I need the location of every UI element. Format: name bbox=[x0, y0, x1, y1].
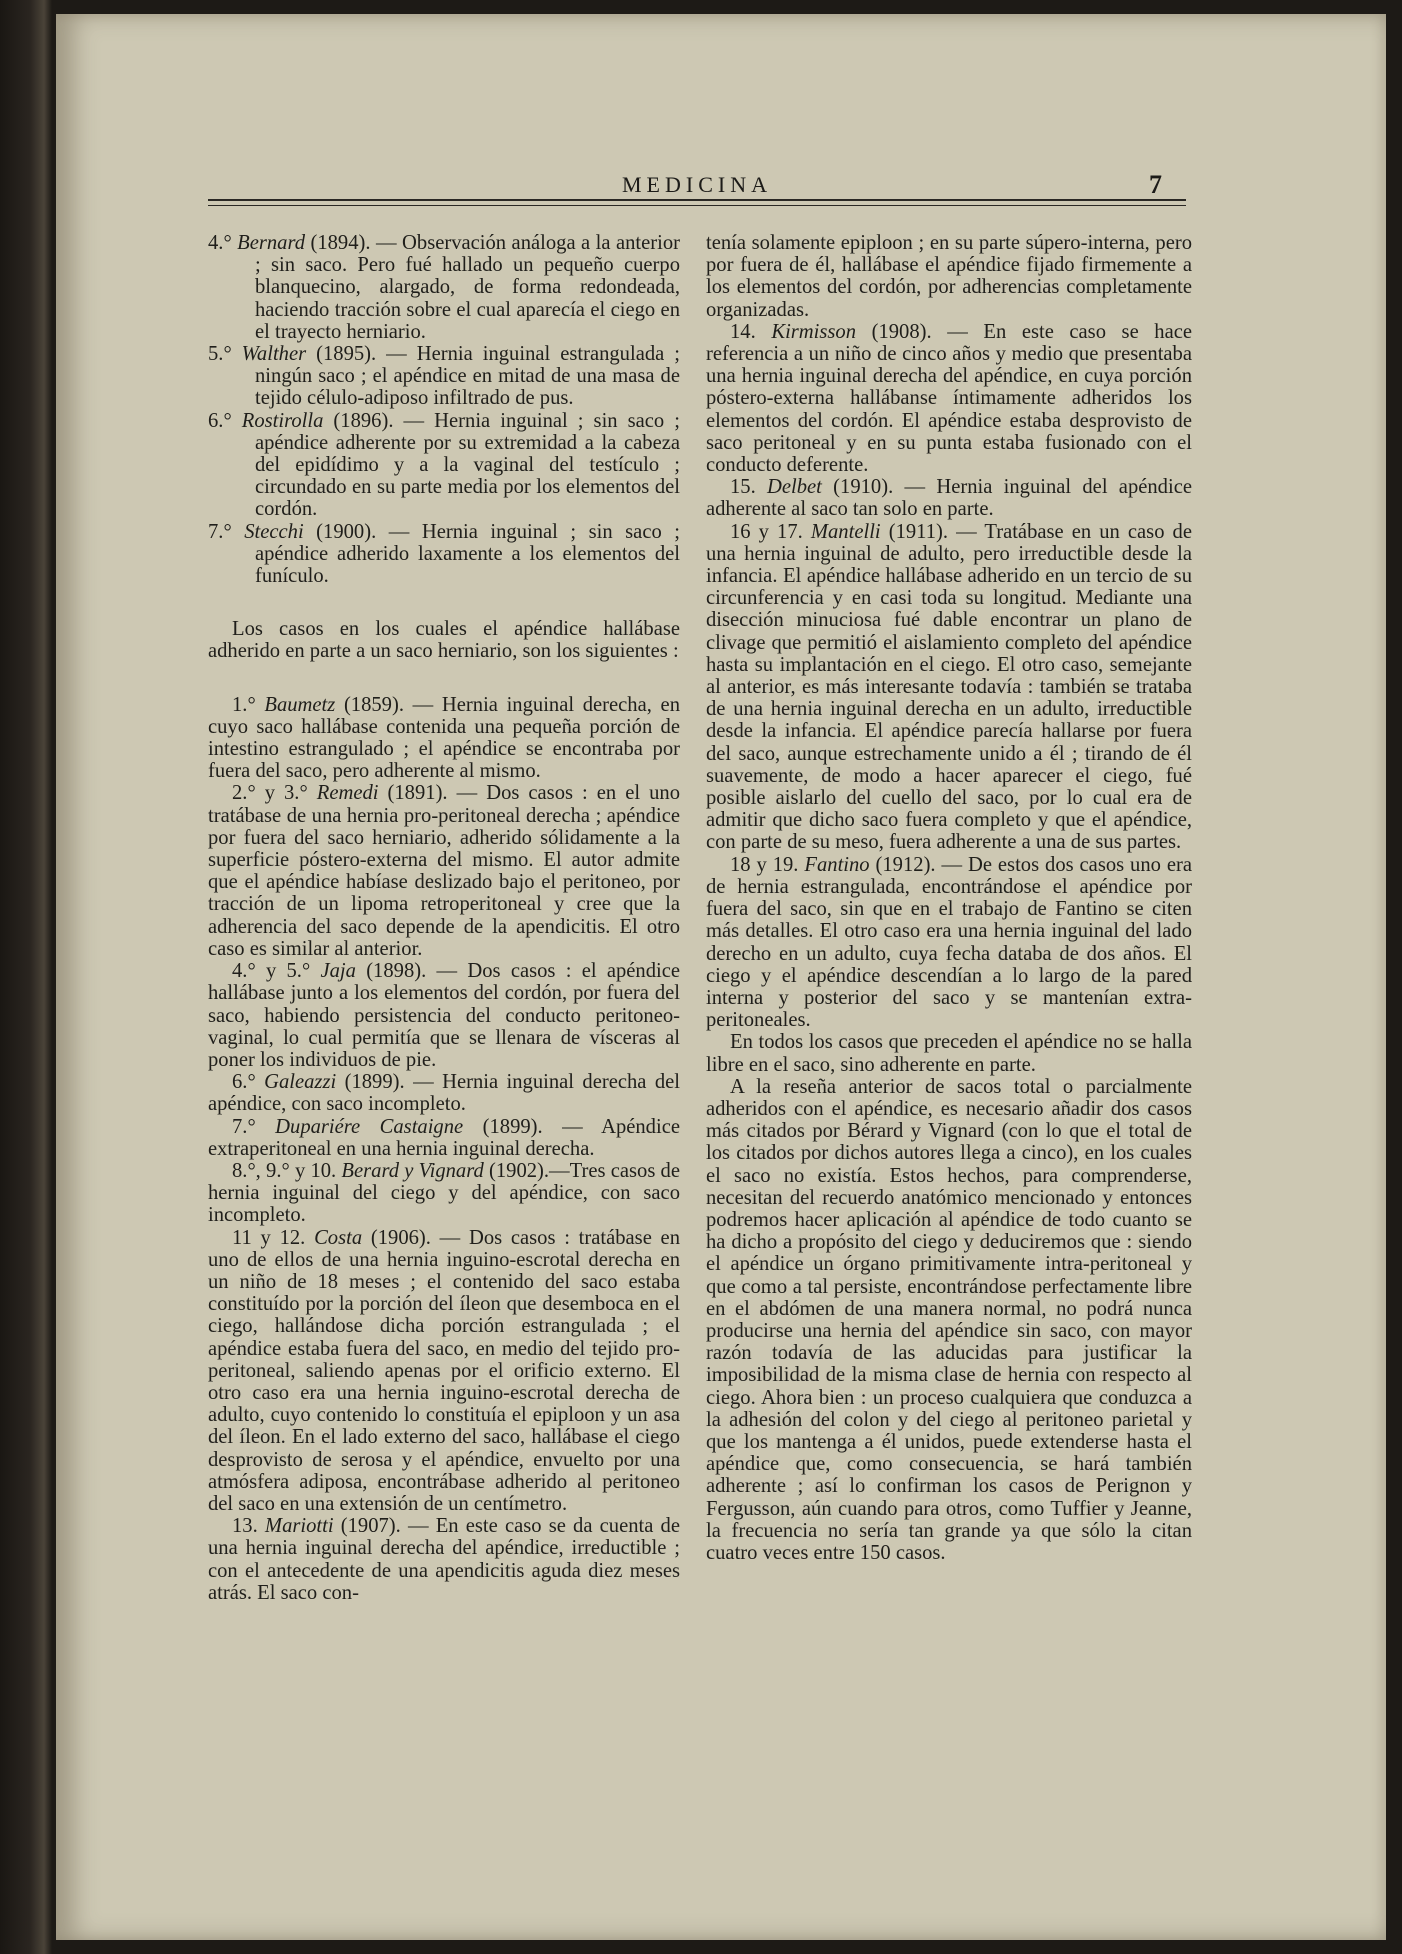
case-number: 13. bbox=[232, 1515, 258, 1538]
case-text: (1899). — Apéndice extraperitoneal en una hernia inguinal derecha. bbox=[208, 1115, 680, 1160]
body-paragraph: En todos los casos que preceden el apéndice no se halla libre en el saco, sino adherente en parte. bbox=[706, 1031, 1192, 1076]
case-number: 6.° bbox=[208, 409, 232, 432]
case-text: (1895). — Hernia inguinal estrangulada ; ningún saco ; el apéndice en mitad de una masa de tejido célulo-adiposo infiltrado de pus. bbox=[255, 343, 680, 410]
case-author: Fantino bbox=[804, 853, 870, 876]
case-text: (1910). — Hernia inguinal del apéndice adherente al saco tan solo en parte. bbox=[706, 476, 1192, 521]
running-header bbox=[208, 172, 1186, 208]
case-entry bbox=[208, 1515, 680, 1604]
case-author: Mariotti bbox=[264, 1515, 334, 1538]
case-text: (1902).—Tres casos de hernia inguinal del ciego y del apéndice, con saco incompleto. bbox=[208, 1159, 680, 1227]
case-text: (1908). — En este caso se hace referencia a un niño de cinco años y medio que presentaba una hernia inguinal derecha del apéndice, en cuya porción póstero-externa hallábanse íntimamente adheridos los elementos del cordón. El apéndice estaba desprovisto de saco peritoneal y en su punta estaba fusionado con el conducto deferente. bbox=[706, 320, 1192, 477]
intro-paragraph: Los casos en los cuales el apéndice hallábase adherido en parte a un saco herniario, son los siguientes : bbox=[208, 618, 680, 663]
case-entry bbox=[706, 854, 1192, 1032]
case-author: Walther bbox=[241, 343, 307, 366]
case-entry bbox=[208, 521, 680, 588]
case-entry bbox=[208, 343, 680, 410]
header-title: MEDICINA bbox=[622, 172, 772, 197]
case-author: Dupariére Castaigne bbox=[275, 1115, 464, 1138]
case-number: 14. bbox=[730, 320, 756, 343]
case-entry bbox=[208, 782, 680, 960]
case-entry bbox=[208, 960, 680, 1071]
left-column bbox=[208, 232, 680, 1604]
case-number: 6.° bbox=[232, 1071, 256, 1094]
case-author: Baumetz bbox=[264, 693, 336, 716]
case-text: (1898). — Dos casos : el apéndice hallábase junto a los elementos del cordón, por fuera del saco, habiendo persistencia del conducto peritoneo-vaginal, lo cual permitía que se llenara de vísceras al poner los individuos de pie. bbox=[208, 960, 680, 1071]
case-entry bbox=[208, 232, 680, 343]
case-number: 2.° y 3.° bbox=[232, 782, 308, 805]
case-entry bbox=[208, 1227, 680, 1516]
case-number: 4.° bbox=[208, 232, 232, 254]
page-number: 7 bbox=[1149, 170, 1162, 199]
case-entry bbox=[706, 476, 1192, 520]
case-author: Rostirolla bbox=[241, 409, 324, 432]
case-author: Berard y Vignard bbox=[341, 1159, 484, 1182]
case-text: (1894). — Observación análoga a la anterior ; sin saco. Pero fué hallado un pequeño cuerpo blanquecino, alargado, de forma redondeada, haciendo tracción sobre el cual aparecía el ciego en el trayecto herniario. bbox=[255, 232, 680, 343]
case-author: Stecchi bbox=[244, 520, 304, 543]
case-author: Galeazzi bbox=[264, 1071, 337, 1094]
case-entry bbox=[706, 521, 1192, 854]
case-author: Delbet bbox=[767, 476, 822, 499]
case-text: (1891). — Dos casos : en el uno tratábase de una hernia pro-peritoneal derecha ; apéndice por fuera del saco herniario, adherido sólidamente a la superficie póstero-externa del mismo. El autor admite que el apéndice habíase deslizado bajo el peritoneo, por tracción de un lipoma retroperitoneal y cree que la adherencia del saco depende de la apendicitis. El otro caso es similar al anterior. bbox=[208, 782, 680, 960]
case-number: 11 y 12. bbox=[232, 1226, 306, 1249]
body-paragraph: A la reseña anterior de sacos total o parcialmente adheridos con el apéndice, es necesario añadir dos casos más citados por Bérard y Vignard (con lo que el total de los citados por dichos autores llega a cinco), en los cuales el saco no existía. Estos hechos, para comprenderse, necesitan del recuerdo anatómico mencionado y entonces podremos hacer aplicación al apéndice de todo cuanto se ha dicho a propósito del ciego y deduciremos que : siendo el apéndice un órgano primitivamente intra-peritoneal y que como a tal persiste, encontrándose perfectamente libre en el abdómen de una manera normal, no podrá nunca producirse una hernia del apéndice sin saco, con mayor razón todavía de las aducidas para justificar la imposibilidad de la misma clase de hernia con respecto al ciego. Ahora bien : un proceso cualquiera que conduzca a la adhesión del colon y del ciego al peritoneo parietal y que los mantenga a él unidos, puede extenderse hasta el apéndice que, como consecuencia, se hará también adherente ; así lo confirman los casos de Perignon y Fergusson, aún cuando para otros, como Tuffier y Jeanne, la frecuencia no sería tan grande ya que sólo la citan cuatro veces entre 150 casos. bbox=[706, 1075, 1192, 1564]
case-author: Remedi bbox=[316, 782, 379, 805]
continued-paragraph: tenía solamente epiploon ; en su parte súpero-interna, pero por fuera de él, hallábase el apéndice fijado firmemente a los elementos del cordón, por adherencias completamente organizadas. bbox=[706, 232, 1192, 321]
case-text: (1911). — Tratábase en un caso de una hernia inguinal de adulto, pero irreductible desde la infancia. El apéndice hallábase adherido en un tercio de su circunferencia y en casi toda su longitud. Mediante una disección minuciosa fué dable encontrar un plano de clivage que permitió el aislamiento completo del apéndice hasta su implantación en el ciego. El otro caso, semejante al anterior, es más interesante todavía : también se trataba de una hernia inguinal derecha en un adulto, irreductible desde la infancia. El apéndice parecía hallarse por fuera del saco, aunque estrechamente unido a él ; tirando de él suavemente, de modo a hacer aparecer el ciego, fué posible aislarlo del cuello del saco, por lo cual era de admitir que dicho saco fuera completo y que el apéndice, con parte de su meso, fuera adherente a una de sus partes. bbox=[706, 520, 1192, 854]
case-author: Jaja bbox=[320, 960, 356, 983]
case-number: 7.° bbox=[208, 520, 232, 543]
case-number: 1.° bbox=[232, 693, 256, 716]
case-entry bbox=[706, 321, 1192, 476]
case-number: 8.°, 9.° y 10. bbox=[232, 1159, 337, 1182]
case-number: 16 y 17. bbox=[730, 520, 803, 543]
case-text: (1899). — Hernia inguinal derecha del apéndice, con saco incompleto. bbox=[208, 1071, 680, 1116]
case-entry bbox=[208, 410, 680, 521]
case-text: (1900). — Hernia inguinal ; sin saco ; apéndice adherido laxamente a los elementos del funículo. bbox=[255, 520, 680, 588]
case-text: (1907). — En este caso se da cuenta de una hernia inguinal derecha del apéndice, irreductible ; con el antecedente de una apendicitis aguda diez meses atrás. El saco con- bbox=[208, 1515, 680, 1604]
case-number: 7.° bbox=[232, 1115, 256, 1138]
case-author: Mantelli bbox=[810, 520, 881, 543]
case-text: (1906). — Dos casos : tratábase en uno de ellos de una hernia inguino-escrotal derecha en un niño de 18 meses ; el contenido del saco estaba constituído por la porción del íleon que desemboca en el ciego, hallándose dicha porción estrangulada ; el apéndice estaba fuera del saco, en medio del tejido pro-peritoneal, saliendo apenas por el orificio externo. El otro caso era una hernia inguino-escrotal derecha de adulto, cuyo contenido lo constituía el epiploon y un asa del íleon. En el lado externo del saco, hallábase el ciego desprovisto de serosa y el apéndice, envuelto por una atmósfera adiposa, encontrábase adherido al peritoneo del saco en una extensión de un centímetro. bbox=[208, 1226, 680, 1515]
case-number: 5.° bbox=[208, 343, 232, 366]
case-text: (1896). — Hernia inguinal ; sin saco ; apéndice adherente por su extremidad a la cabeza del epidídimo y a la vaginal del testículo ; circundado en su parte media por los elementos del cordón. bbox=[255, 409, 680, 521]
case-number: 18 y 19. bbox=[730, 853, 799, 876]
case-author: Bernard bbox=[237, 232, 306, 254]
case-entry bbox=[208, 1160, 680, 1227]
header-rule-thin bbox=[208, 205, 1186, 206]
header-rule bbox=[208, 199, 1186, 201]
right-column bbox=[706, 232, 1192, 1564]
case-number: 4.° y 5.° bbox=[232, 960, 311, 983]
case-text: (1859). — Hernia inguinal derecha, en cuyo saco hallábase contenida una pequeña porción de intestino estrangulado ; el apéndice se encontraba por fuera del saco, pero adherente al mismo. bbox=[208, 693, 680, 783]
case-entry bbox=[208, 1071, 680, 1115]
case-entry bbox=[208, 694, 680, 783]
case-entry bbox=[208, 1116, 680, 1160]
case-text: (1912). — De estos dos casos uno era de hernia estrangulada, encontrándose el apéndice por fuera del saco, sin que en el trabajo de Fantino se citen más detalles. El otro caso era una hernia inguinal del lado derecho en un adulto, cuya fecha databa de dos años. El ciego y el apéndice descendían a lo largo de la pared interna y posterior del saco y se mantenían extra-peritoneales. bbox=[706, 853, 1192, 1032]
case-author: Kirmisson bbox=[771, 320, 857, 343]
case-number: 15. bbox=[730, 476, 756, 499]
case-author: Costa bbox=[314, 1226, 363, 1249]
